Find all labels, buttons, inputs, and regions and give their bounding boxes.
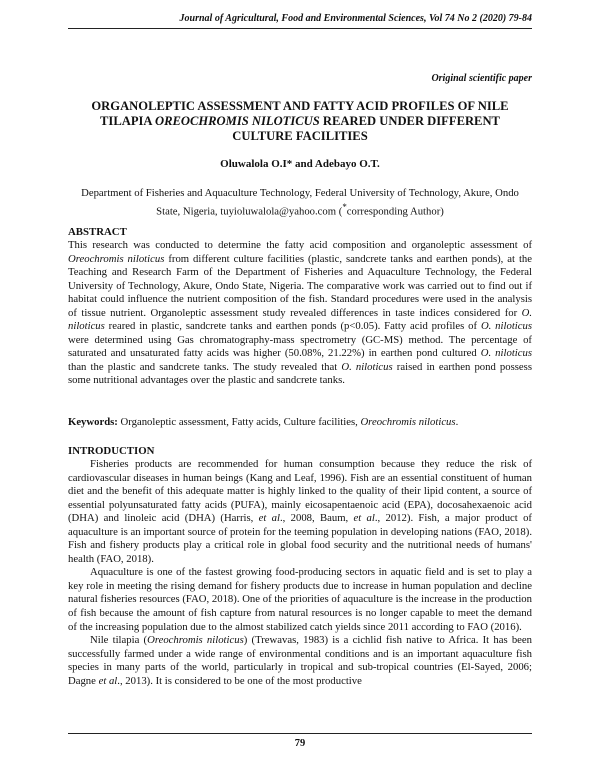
abstract-species-1: Oreochromis niloticus — [68, 252, 165, 265]
abstract-text-2: from different culture facilities (plastic, sandcrete tanks and earthen ponds), at the Teaching and Research Farm of the Department of Fisheries and Aquaculture Technology, the Federal University of Technology, Akure, Ondo State, Nigeria. The comparative work was carried out to find out if habitat could influence the nutrient composition of the fish. Standard procedures were used in the analysis of tissue nutrient. Organoleptic assessment study revealed differences in taste indices considered for — [68, 252, 533, 319]
affiliation-end: corresponding Author) — [346, 205, 444, 218]
header-rule — [68, 28, 532, 29]
intro-p3-species: Oreochromis niloticus — [147, 634, 244, 647]
abstract-species-4: O. niloticus — [480, 347, 532, 360]
authors: Oluwalola O.I* and Adebayo O.T. — [220, 158, 380, 170]
abstract-heading: ABSTRACT — [68, 226, 127, 238]
intro-p1-text-c: ., 2012). Fish, a major product of aquaculture is an important source of protein for the teeming population in developing nations (FAO, 2018). Fish and fishery products play a critical role in global food security and the nutritional needs of humans' health (FAO, 2018). — [68, 512, 532, 565]
keywords-species: Oreochromis niloticus — [360, 416, 456, 428]
intro-p3-etal: et al — [98, 674, 118, 687]
keywords-label: Keywords: — [68, 416, 118, 428]
intro-p3-text-a: Nile tilapia ( — [90, 634, 148, 647]
introduction-heading: INTRODUCTION — [68, 445, 155, 457]
article-type: Original scientific paper — [431, 73, 532, 84]
abstract-text-3: reared in plastic, sandcrete tanks and earthen ponds (p<0.05). Fatty acid profiles of — [104, 320, 481, 333]
abstract-text-1: This research was conducted to determine the fatty acid composition and organoleptic assessment of — [68, 239, 532, 251]
title-species: OREOCHROMIS NILOTICUS — [154, 114, 320, 128]
keywords-text: Organoleptic assessment, Fatty acids, Culture facilities, — [117, 416, 361, 428]
abstract-text-4: were determined using Gas chromatography-mass spectrometry (GC-MS) method. The percentage of saturated and unsaturated fatty acids was higher (50.08%, 21.22%) in earthen pond cultured — [68, 333, 532, 360]
abstract-species-3: O. niloticus — [480, 320, 532, 333]
intro-p1-text-b: ., 2008, Baum, — [279, 512, 354, 525]
abstract-body — [68, 239, 532, 388]
intro-paragraph-2: Aquaculture is one of the fastest growing food-producing sectors in aquatic field and is set to play a key role in meeting the rising demand for fishery products due to increase in human population and decline natural fisheries resources (FAO, 2018). One of the priorities of aquaculture is the increase in the production of fish because the amount of fish capture from natural resources is no longer capable to meet the demand of the increasing population due to the almost stabilized catch yields since 2011 according to FAO (2016). — [68, 566, 532, 633]
paper-title — [78, 99, 522, 144]
title-part-1: ORGANOLEPTIC ASSESSMENT AND FATTY ACID PROFILES OF NILE TILAPIA — [91, 99, 509, 128]
footer-rule — [68, 733, 532, 734]
abstract-species-5: O. niloticus — [341, 360, 393, 373]
abstract-text-5: than the plastic and sandcrete tanks. The study revealed that — [68, 360, 342, 373]
page-number: 79 — [294, 738, 306, 749]
introduction-body — [68, 458, 532, 688]
intro-paragraph-3 — [68, 634, 532, 688]
title-part-2: REARED UNDER DIFFERENT CULTURE FACILITIES — [232, 114, 500, 143]
keywords — [68, 416, 532, 430]
abstract-text-6: raised in earthen pond possess some nutritional advantages over the plastic and sandcrete tanks. — [68, 360, 532, 387]
intro-p3-text-b: ) (Trewavas, 1983) is a cichlid fish native to Africa. It has been successfully farmed under a wide range of environmental conditions and is an important aquaculture fish species in many parts of the world, particularly in tropical and sub-tropical countries (El-Sayed, 2006; Dagne — [68, 634, 532, 687]
affiliation-text: Department of Fisheries and Aquaculture Technology, Federal University of Technology, Akure, Ondo State, Nigeria, tuyioluwalola@yahoo.com ( — [81, 187, 519, 218]
keywords-end: . — [455, 416, 459, 428]
journal-header: Journal of Agricultural, Food and Environmental Sciences, Vol 74 No 2 (2020) 79-84 — [179, 13, 532, 24]
intro-p1-etal-2: et al — [353, 512, 375, 525]
intro-p3-text-c: ., 2013). It is considered to be one of the most productive — [117, 674, 362, 687]
intro-paragraph-1 — [68, 458, 532, 566]
intro-p1-text: Fisheries products are recommended for human consumption because they reduce the risk of cardiovascular diseases in human beings (Kang and Leaf, 1996). Fish are an essential constituent of human diet and the benefit of this adequate matter is highly linked to the quality of their lipid content, a source of essential polyunsaturated fatty acids (PUFA), mainly eicosapentaenoic acid (EPA), docosahexaenoic acid (DHA) and linoleic acid (DHA) (Harris, — [68, 458, 532, 525]
abstract-species-2: O. niloticus — [68, 306, 532, 333]
affiliation-star: * — [342, 202, 347, 212]
affiliation — [78, 186, 522, 219]
intro-p1-etal-1: et al — [258, 512, 280, 525]
